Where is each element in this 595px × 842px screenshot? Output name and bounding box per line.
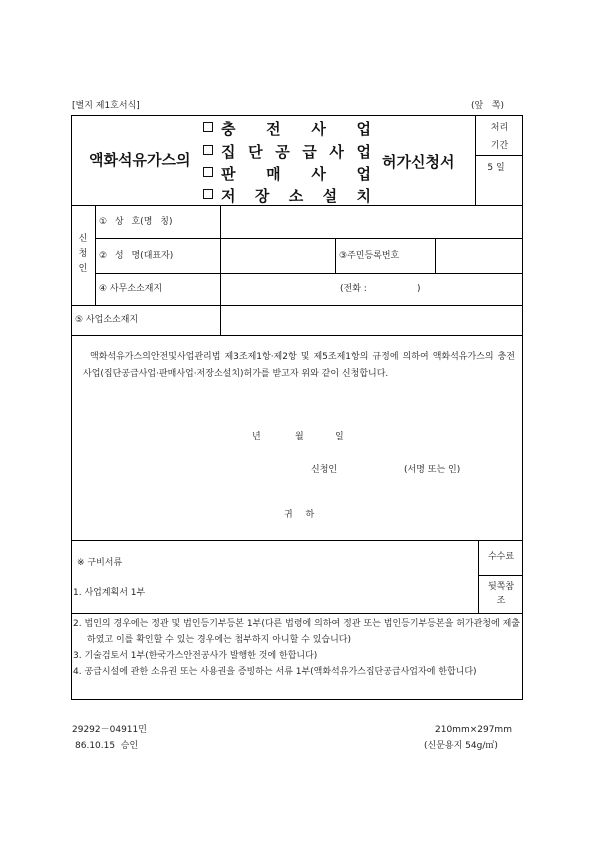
divider — [71, 335, 523, 336]
checkbox-sales[interactable] — [203, 167, 213, 177]
date-year-label: 년 — [252, 432, 261, 442]
representative-label: ② 성 명(대표자) — [99, 251, 174, 261]
divider — [71, 613, 523, 614]
option-charging[interactable] — [203, 119, 383, 137]
phone-close: ) — [417, 284, 421, 294]
resident-number-field[interactable] — [436, 239, 522, 272]
divider — [95, 205, 96, 305]
option-label: 저 장 소 설 치 — [221, 186, 371, 205]
divider — [478, 575, 523, 576]
attachments-heading: ※ 구비서류 — [77, 558, 123, 568]
representative-field[interactable] — [221, 239, 334, 272]
business-name-field[interactable] — [221, 206, 522, 237]
phone-label: (전화 : — [340, 284, 367, 294]
option-storage[interactable] — [203, 186, 383, 204]
form-number: [별지 제1호서식] — [72, 101, 140, 111]
site-address-label: ⑤ 사업소소재지 — [75, 315, 139, 325]
paper-type: (신문용지 54g/㎡) — [424, 741, 498, 751]
signature-note: (서명 또는 인) — [404, 465, 461, 475]
fee-label: 수수료 — [487, 552, 515, 562]
resident-number-label: ③주민등록번호 — [339, 251, 400, 261]
option-sales[interactable] — [203, 164, 383, 182]
divider — [71, 540, 523, 541]
option-label: 판 매 사 업 — [221, 164, 371, 183]
application-statement: 액화석유가스의안전및사업관리법 제3조제1항·제2항 및 제5조제1항의 규정에 의하여 액화석유가스의 충전사업(집단공급사업·판매사업·저장소설치)허가를 받고자 위와 같이 신청합니다. — [83, 352, 515, 379]
processing-label-line2: 기간 — [490, 141, 509, 151]
processing-period: 5 일 — [487, 163, 505, 173]
applicant-section — [71, 232, 95, 277]
attachment-item: 1. 사업계획서 1부 — [73, 588, 146, 598]
form-code: 29292－04911민 — [72, 725, 147, 735]
title-suffix: 허가신청서 — [382, 153, 455, 171]
option-label: 충 전 사 업 — [221, 119, 371, 138]
office-address-label: ④ 사무소소재지 — [99, 284, 163, 294]
attachment-list — [73, 616, 520, 680]
business-name-label: ① 상 호(명 칭) — [99, 217, 173, 227]
option-group-supply[interactable] — [203, 142, 383, 160]
processing-label-line1: 처리 — [490, 123, 509, 133]
attachment-item: 3. 기술검토서 1부(한국가스안전공사가 발행한 것에 한합니다) — [73, 651, 318, 661]
page-side-label: (앞 쪽) — [471, 101, 504, 111]
attachment-item: 4. 공급시설에 관한 소유권 또는 사용권을 증빙하는 서류 1부(액화석유가스집단공급사업자에 한합니다) — [73, 667, 477, 677]
office-address-field[interactable] — [221, 274, 522, 304]
checkbox-storage[interactable] — [203, 189, 213, 199]
checkbox-group-supply[interactable] — [203, 145, 213, 155]
approval-date: 86.10.15 승인 — [75, 741, 139, 751]
applicant-section-label: 신청인 — [78, 234, 88, 274]
title-prefix: 액화석유가스의 — [89, 151, 191, 169]
option-label: 집 단 공 급 사 업 — [221, 142, 371, 161]
checkbox-charging[interactable] — [203, 122, 213, 132]
signer-label: 신청인 — [311, 465, 338, 475]
date-day-label: 일 — [335, 432, 344, 442]
fee-value: 뒷쪽참조 — [487, 582, 515, 606]
paper-size: 210mm×297mm — [435, 725, 512, 735]
divider — [475, 155, 523, 156]
site-address-field[interactable] — [221, 306, 522, 334]
divider — [335, 238, 336, 273]
date-month-label: 월 — [295, 432, 304, 442]
attachment-item: 2. 법인의 경우에는 정관 및 법인등기부등본 1부(다른 법령에 의하여 정관 또는 법인등기부등본을 허가관청에 제출 하였고 이를 확인할 수 있는 경우에는 첨부하지 아니할 수 있습니다) — [73, 619, 520, 645]
addressee: 귀 하 — [284, 510, 315, 520]
